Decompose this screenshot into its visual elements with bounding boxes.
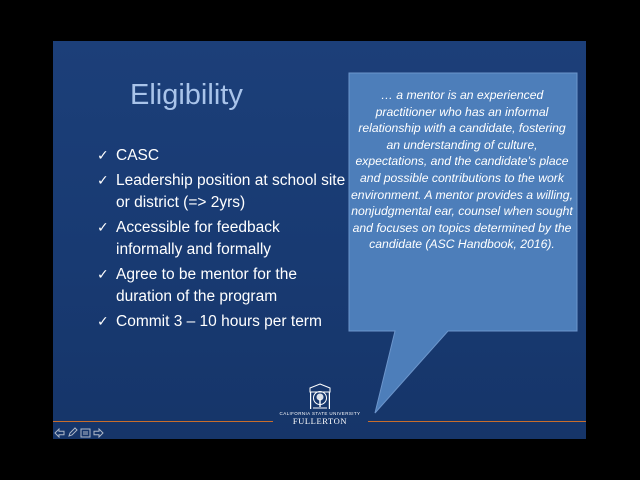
bullet-text: CASC — [116, 147, 160, 164]
arrow-left-icon — [54, 428, 65, 438]
callout-quote: … a mentor is an experienced practitioner who has an informal relationship with a candidate, fostering an understanding of culture, expectations, and the candidate's place and possible contributions to the work environment. A mentor provides a willing, nonjudgmental ear, counsel when sought and focuses on topics determined by the candidate (ASC Handbook, 2016). — [351, 88, 573, 252]
footer-divider-left — [53, 421, 273, 422]
slide — [53, 41, 586, 439]
slide-navigation — [53, 426, 105, 439]
bullet-text: Agree to be mentor for the duration of the program — [116, 265, 297, 305]
checkmark-icon: ✓ — [97, 148, 109, 164]
bullet-text: Commit 3 – 10 hours per term — [116, 312, 322, 330]
checkmark-icon: ✓ — [97, 266, 109, 283]
university-logo — [271, 383, 369, 439]
checkmark-icon: ✓ — [97, 219, 109, 236]
pen-icon — [67, 427, 78, 438]
checkmark-icon: ✓ — [97, 172, 109, 189]
logo-name: FULLERTON — [292, 416, 348, 426]
bullet-text: Leadership position at school site or district (=> 2yrs) — [116, 171, 346, 211]
bullet-text: Accessible for feedback informally and formally — [116, 218, 280, 258]
arrow-right-icon — [93, 428, 104, 438]
next-slide-button[interactable] — [92, 426, 105, 439]
logo-university-line: CALIFORNIA STATE UNIVERSITY — [279, 411, 361, 416]
footer-divider-right — [368, 421, 586, 422]
menu-button[interactable] — [79, 426, 92, 439]
pen-button[interactable] — [66, 426, 79, 439]
tree-emblem-icon — [307, 383, 333, 411]
checkmark-icon: ✓ — [97, 313, 109, 330]
menu-icon — [80, 428, 91, 438]
previous-slide-button[interactable] — [53, 426, 66, 439]
slide-title: Eligibility — [130, 79, 243, 111]
